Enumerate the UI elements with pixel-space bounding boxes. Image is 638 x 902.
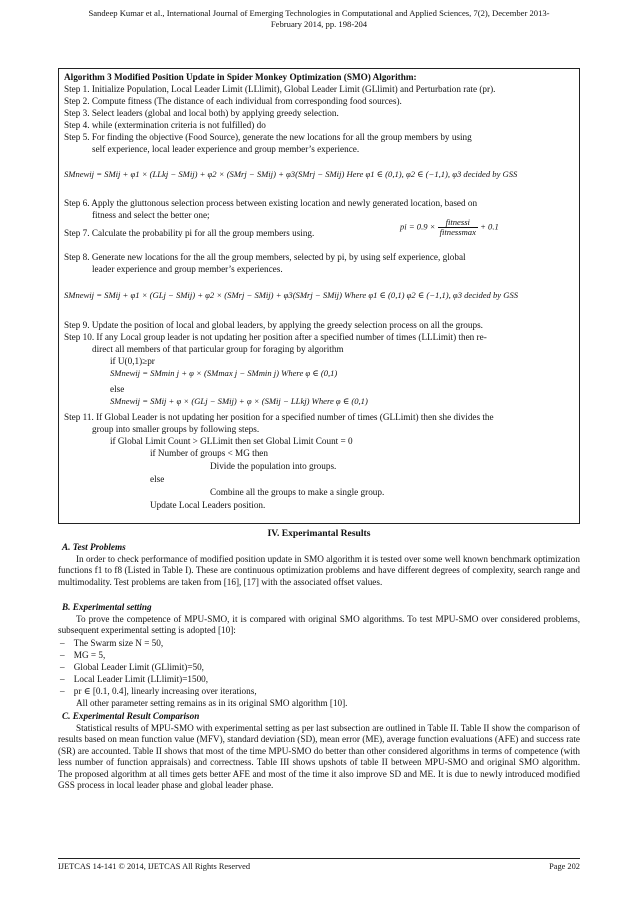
prob-eq-denominator: fitnessmax: [439, 227, 476, 237]
prob-eq-left: pi = 0.9 ×: [400, 221, 436, 232]
step11-line-5: Combine all the groups to make a single group.: [210, 487, 385, 497]
algorithm-step-6-cont: fitness and select the better one;: [92, 210, 210, 220]
algorithm-step-5: Step 5. For finding the objective (Food Source), generate the new locations for all the group members by using: [64, 132, 472, 142]
algorithm-title: Algorithm 3 Modified Position Update in Spider Monkey Optimization (SMO) Algorithm:: [64, 72, 417, 82]
footer-rule: [58, 858, 580, 859]
prob-eq-fraction: [438, 218, 478, 237]
algorithm-step-10-cont: direct all members of that particular group for foraging by algorithm: [92, 344, 344, 354]
algorithm-step-7: Step 7. Calculate the probability pi for all the group members using.: [64, 228, 315, 238]
algorithm-step-11-cont: group into smaller groups by following steps.: [92, 424, 260, 434]
algorithm-step-9: Step 9. Update the position of local and global leaders, by applying the greedy selection process on all the groups.: [64, 320, 483, 330]
subsection-c-title: C. Experimental Result Comparison: [62, 711, 200, 721]
algorithm-step-8-cont: leader experience and group member’s experiences.: [92, 264, 283, 274]
list-item: – pr ∈ [0.1, 0.4], linearly increasing over iterations,: [60, 686, 257, 696]
algorithm-step-2: Step 2. Compute fitness (The distance of each individual from corresponding food sources).: [64, 96, 402, 106]
list-item: – Global Leader Limit (GLlimit)=50,: [60, 662, 204, 672]
step11-line-3: Divide the population into groups.: [210, 461, 337, 471]
algorithm-step-6: Step 6. Apply the gluttonous selection process between existing location and newly generated location, based on: [64, 198, 478, 208]
prob-eq-numerator: fitnessi: [438, 218, 478, 228]
algorithm-step-5-cont: self experience, local leader experience and group member’s experience.: [92, 144, 360, 154]
subsection-b-after: All other parameter setting remains as in its original SMO algorithm [10].: [76, 698, 348, 708]
probability-equation: [400, 218, 499, 237]
step11-line-6: Update Local Leaders position.: [150, 500, 266, 510]
subsection-a-title: A. Test Problems: [62, 542, 126, 552]
bullet-text-4: Local Leader Limit (LLlimit)=1500,: [73, 674, 209, 684]
list-item: – The Swarm size N = 50,: [60, 638, 164, 648]
footer-page-number: Page 202: [549, 862, 580, 871]
subsection-a-text: In order to check performance of modified position update in SMO algorithm it is tested over some well known benchmark optimization functions f1 to f8 (Listed in Table I). These are continuous optimization problems and have different degrees of complexity, search range and multimodality. Test problems are taken from [16], [17] with the associated offset values.: [58, 554, 580, 587]
equation-4: SMnewij = SMij + φ × (GLj − SMij) + φ × (SMij − LLkj) Where φ ∈ (0,1): [110, 396, 368, 406]
step11-line-1: if Global Limit Count > GLLimit then set Global Limit Count = 0: [110, 436, 353, 446]
algorithm-step-3: Step 3. Select leaders (global and local both) by applying greedy selection.: [64, 108, 339, 118]
algorithm-step-4: Step 4. while (extermination criteria is not fulfilled) do: [64, 120, 266, 130]
else-line: else: [110, 384, 125, 394]
list-item: – Local Leader Limit (LLlimit)=1500,: [60, 674, 209, 684]
running-header: [40, 8, 598, 30]
bullet-text-2: MG = 5,: [73, 650, 106, 660]
subsection-b-title: B. Experimental setting: [62, 602, 152, 612]
prob-eq-right: + 0.1: [480, 221, 499, 232]
bullet-text-5: pr ∈ [0.1, 0.4], linearly increasing over iterations,: [73, 686, 257, 696]
step11-line-4: else: [150, 474, 165, 484]
header-line-1: Sandeep Kumar et al., International Journal of Emerging Technologies in Computational and Applied Sciences, 7(2), December 2013-: [88, 8, 550, 18]
subsection-b-text: To prove the competence of MPU-SMO, it is compared with original SMO algorithms. To test MPU-SMO over considered problems, subsequent experimental setting is adopted [10]:: [58, 614, 580, 636]
footer-copyright: IJETCAS 14-141 © 2014, IJETCAS All Rights Reserved: [58, 862, 251, 871]
algorithm-step-8: Step 8. Generate new locations for the all the group members, selected by pi, by using self experience, global: [64, 252, 466, 262]
list-item: – MG = 5,: [60, 650, 106, 660]
bullet-text-3: Global Leader Limit (GLlimit)=50,: [73, 662, 204, 672]
equation-1: SMnewij = SMij + φ1 × (LLkj − SMij) + φ2 × (SMrj − SMij) + φ3(SMrj − SMij) Here φ1 ∈ (0,1), φ2 ∈ (−1,1), φ3 decided by GSS: [64, 169, 518, 179]
if-line: if U(0,1)≥pr: [110, 356, 155, 366]
algorithm-step-11: Step 11. If Global Leader is not updating her position for a specified number of times (GLLimit) then she divides the: [64, 412, 494, 422]
step11-line-2: if Number of groups < MG then: [150, 448, 268, 458]
section-heading: IV. Experimantal Results: [267, 528, 371, 539]
equation-2: SMnewij = SMij + φ1 × (GLj − SMij) + φ2 × (SMrj − SMij) + φ3(SMrj − SMij) Where φ1 ∈ (0,1) φ2 ∈ (−1,1), φ3 decided by GSS: [64, 290, 519, 300]
algorithm-step-10: Step 10. If any Local group leader is not updating her position after a specified number of times (LLLimit) then re-: [64, 332, 487, 342]
bullet-text-1: The Swarm size N = 50,: [73, 638, 164, 648]
algorithm-step-1: Step 1. Initialize Population, Local Leader Limit (LLlimit), Global Leader Limit (GLlimit) and Perturbation rate (pr).: [64, 84, 496, 94]
equation-3: SMnewij = SMmin j + φ × (SMmax j − SMmin j) Where φ ∈ (0,1): [110, 368, 338, 378]
header-line-2: February 2014, pp. 198-204: [270, 19, 368, 29]
subsection-c-text: Statistical results of MPU-SMO with experimental setting as per last subsection are outlined in Table II. Table II show the comparison of results based on mean function value (MFV), standard deviation (SD), mean error (ME), average function evaluations (AFE) and success rate (SR) are accounted. Table II shows that most of the time MPU-SMO do better than other considered algorithms in terms of competence (with less number of function appraisals) and correctness. Table III shows upshots of table II between MPU-SMO and original SMO algorithm. The proposed algorithm at all times gets better AFE and most of the time it also improve SD and ME. It is due to newly introduced modified GSS process in local leader phase and global leader phase.: [58, 723, 580, 791]
